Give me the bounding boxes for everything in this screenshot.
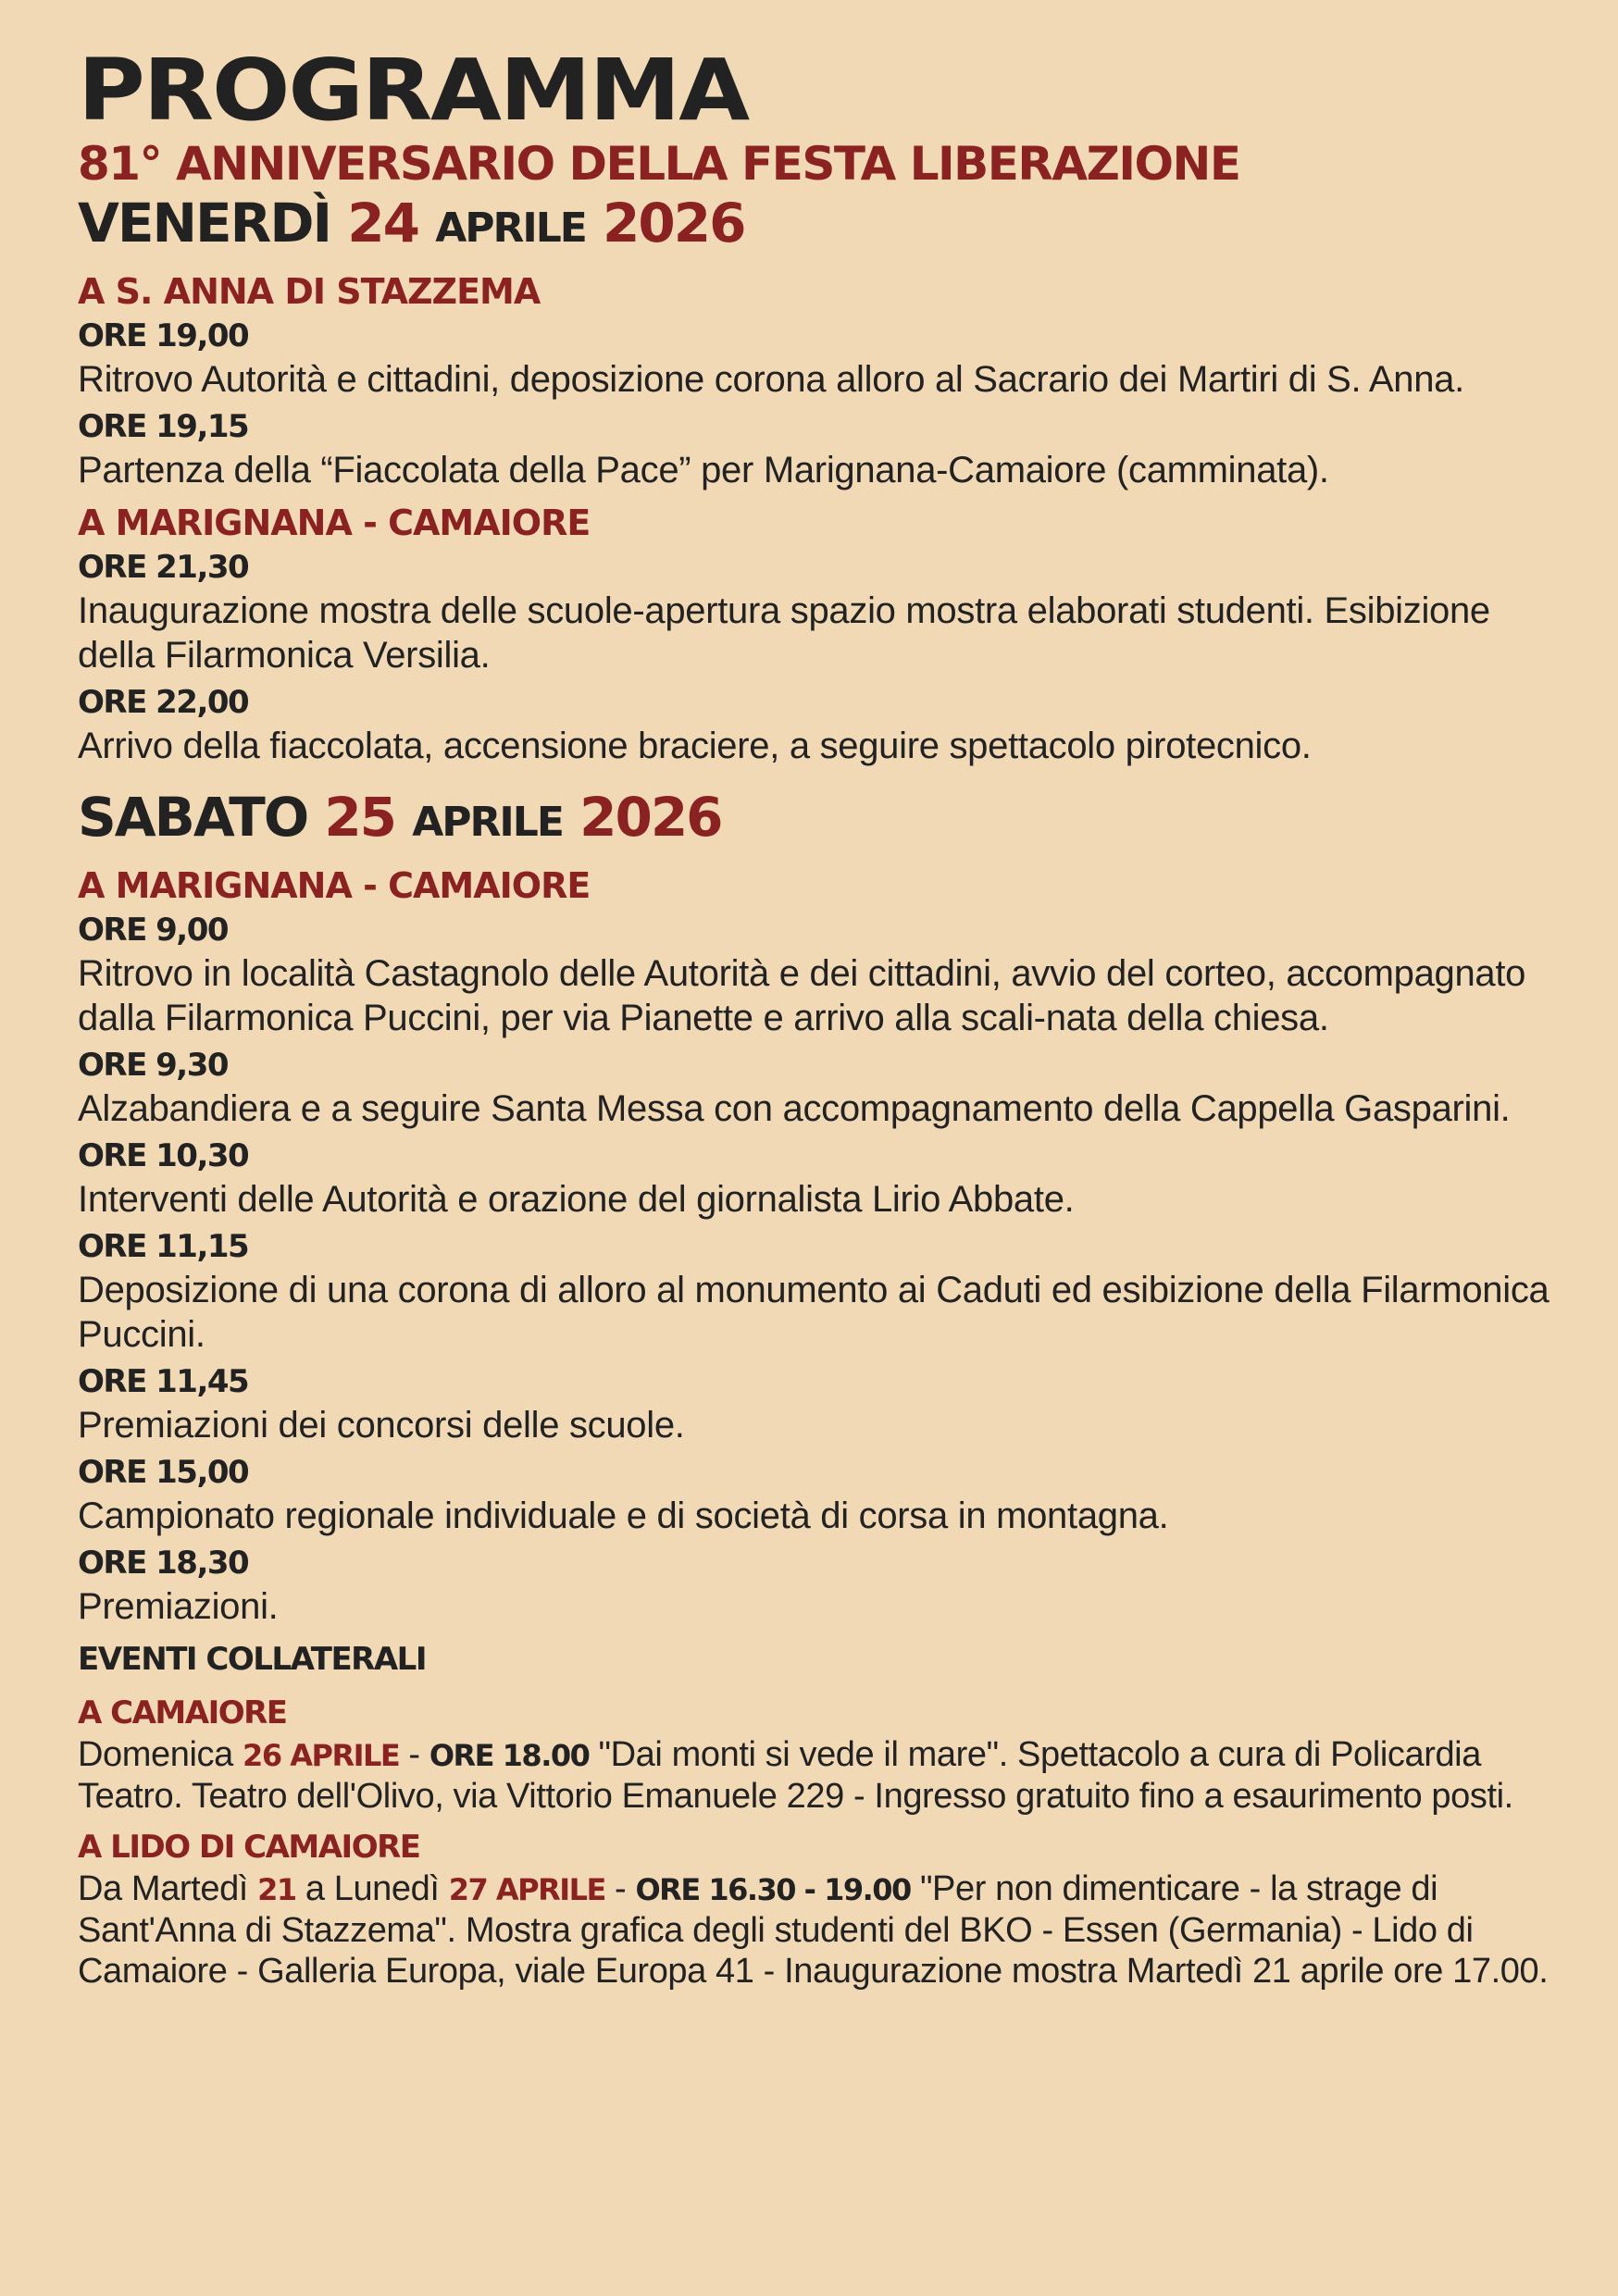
day-2-year: 2026	[579, 786, 722, 849]
collateral-time: ORE 16.30 - 19.00	[635, 1872, 911, 1907]
page-subtitle: 81° ANNIVERSARIO DELLA FESTA LIBERAZIONE	[78, 137, 1240, 191]
day-1-month: APRILE	[435, 205, 586, 252]
event-time: ORE 15,00	[78, 1454, 249, 1491]
event-description: Ritrovo in località Castagnolo delle Autorità e dei cittadini, avvio del corteo, accompagnato dalla Filarmonica Puccini, per via Pianette e arrivo alla scali-nata della chiesa.	[78, 953, 1526, 1038]
event-description: Inaugurazione mostra delle scuole-apertura spazio mostra elaborati studenti. Esibizione della Filarmonica Versilia.	[78, 590, 1490, 676]
event-description: Interventi delle Autorità e orazione del giornalista Lirio Abbate.	[78, 1179, 1075, 1220]
collateral-location: A CAMAIORE	[78, 1694, 287, 1731]
day-2-section	[78, 785, 1618, 1629]
event-time: ORE 11,15	[78, 1228, 249, 1265]
event-time: ORE 9,30	[78, 1047, 229, 1084]
event-description: Premiazioni.	[78, 1586, 279, 1627]
day-1-weekday: VENERDÌ	[78, 192, 331, 254]
location-heading: A MARIGNANA - CAMAIORE	[78, 503, 591, 543]
location-heading: A MARIGNANA - CAMAIORE	[78, 865, 591, 906]
collateral-date: 27 APRILE	[448, 1872, 605, 1907]
event-description: Deposizione di una corona di alloro al monumento ai Caduti ed esibizione della Filarmonica Puccini.	[78, 1270, 1550, 1355]
event-time: ORE 21,30	[78, 549, 249, 586]
event-description: Campionato regionale individuale e di società di corsa in montagna.	[78, 1496, 1169, 1536]
collateral-event-description: Domenica 26 APRILE - ORE 18.00 "Dai monti si vede il mare". Spettacolo a cura di Policardia Teatro. Teatro dell'Olivo, via Vittorio Emanuele 229 - Ingresso gratuito fino a esaurimento posti.	[78, 1735, 1513, 1816]
collateral-location: A LIDO DI CAMAIORE	[78, 1829, 420, 1866]
collateral-date-start: 21	[257, 1872, 296, 1907]
day-2-weekday: SABATO	[78, 786, 308, 849]
location-heading: A S. ANNA DI STAZZEMA	[78, 271, 541, 312]
day-2-heading	[78, 785, 1618, 855]
event-time: ORE 19,15	[78, 408, 249, 445]
day-1-heading	[78, 191, 1618, 261]
event-time: ORE 19,00	[78, 317, 249, 354]
event-time: ORE 22,00	[78, 684, 249, 721]
event-description: Premiazioni dei concorsi delle scuole.	[78, 1405, 685, 1446]
collateral-events-section	[78, 1636, 1618, 1992]
collateral-date: 26 APRILE	[243, 1738, 400, 1773]
collateral-heading: EVENTI COLLATERALI	[78, 1641, 426, 1678]
event-time: ORE 18,30	[78, 1545, 249, 1582]
page-title: PROGRAMMA	[78, 41, 748, 140]
day-2-day: 25	[324, 786, 396, 849]
day-2-month: APRILE	[412, 799, 563, 846]
day-1-section	[78, 191, 1618, 768]
day-1-day: 24	[347, 192, 418, 254]
event-description: Ritrovo Autorità e cittadini, deposizione corona alloro al Sacrario dei Martiri di S. Anna.	[78, 359, 1464, 400]
day-1-year: 2026	[603, 192, 745, 254]
event-description: Arrivo della fiaccolata, accensione braciere, a seguire spettacolo pirotecnico.	[78, 726, 1312, 766]
event-time: ORE 10,30	[78, 1137, 249, 1174]
event-description: Alzabandiera e a seguire Santa Messa con accompagnamento della Cappella Gasparini.	[78, 1088, 1511, 1129]
collateral-time: ORE 18.00	[429, 1738, 590, 1773]
event-description: Partenza della “Fiaccolata della Pace” per Marignana-Camaiore (camminata).	[78, 450, 1329, 490]
event-time: ORE 11,45	[78, 1363, 249, 1400]
collateral-event-description: Da Martedì 21 a Lunedì 27 APRILE - ORE 16.30 - 19.00 "Per non dimenticare - la strage di Sant'Anna di Stazzema". Mostra grafica degli studenti del BKO - Essen (Germania) - Lido di Camaiore - Galleria Europa, viale Europa 41 - Inaugurazione mostra Martedì 21 aprile ore 17.00.	[78, 1869, 1549, 1991]
event-time: ORE 9,00	[78, 912, 229, 949]
